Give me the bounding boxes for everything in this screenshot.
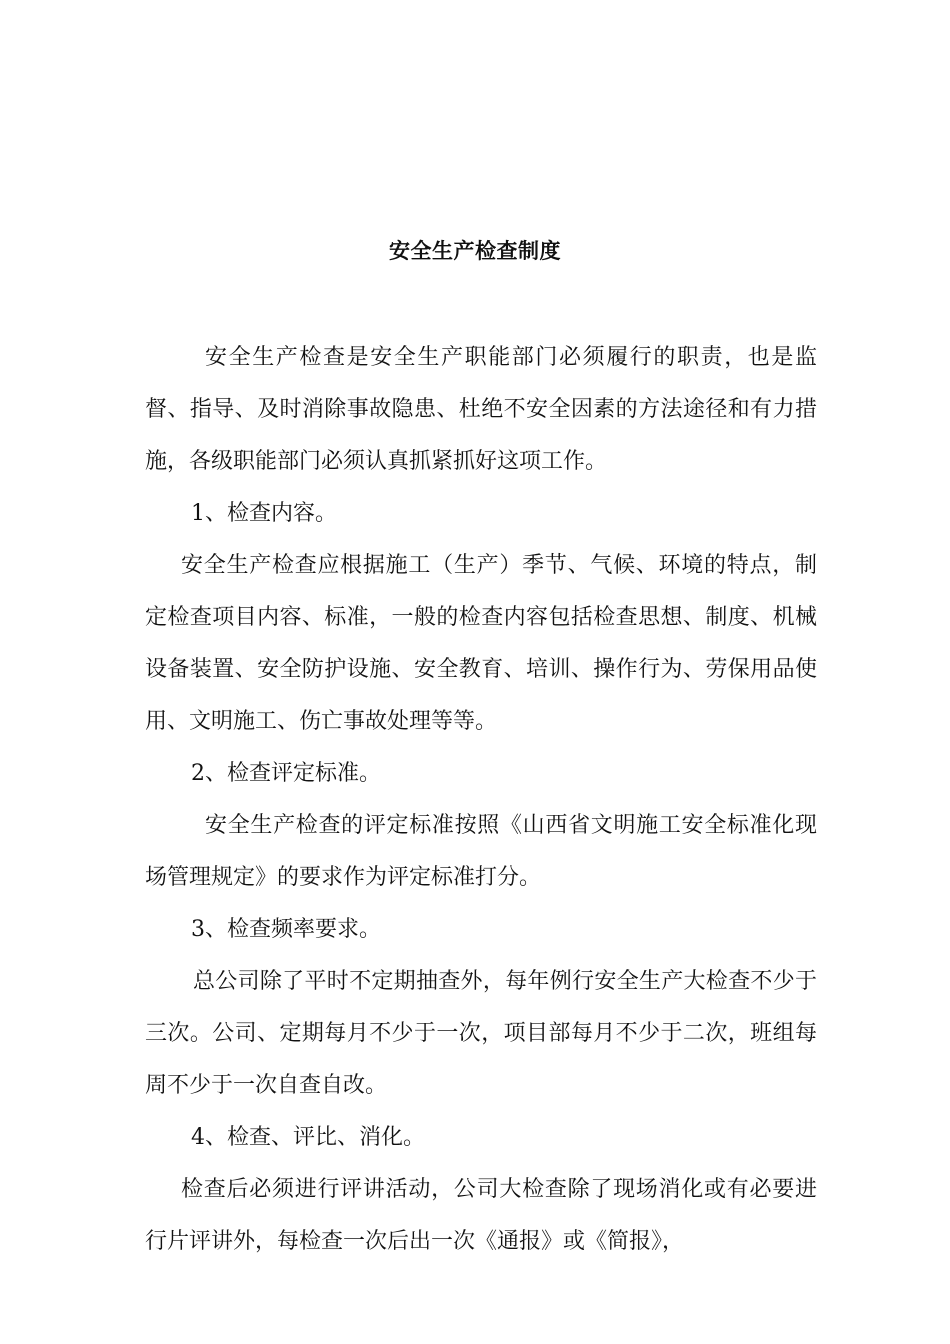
paragraph-section-3: 总公司除了平时不定期抽查外，每年例行安全生产大检查不少于三次。公司、定期每月不少于一次，项目部每月不少于二次，班组每周不少于一次自查自改。 (145, 969, 817, 1098)
paragraph-section-2: 安全生产检查的评定标准按照《山西省文明施工安全标准化现场管理规定》的要求作为评定标准打分。 (145, 813, 817, 890)
document-body (145, 332, 817, 1268)
document-title: 安全生产检查制度 (389, 238, 561, 263)
section-heading-1: 1、检查内容。 (191, 501, 337, 526)
paragraph-intro: 安全生产检查是安全生产职能部门必须履行的职责，也是监督、指导、及时消除事故隐患、杜绝不安全因素的方法途径和有力措施，各级职能部门必须认真抓紧抓好这项工作。 (145, 345, 817, 474)
section-heading-4: 4、检查、评比、消化。 (191, 1125, 425, 1150)
paragraph-section-4: 检查后必须进行评讲活动，公司大检查除了现场消化或有必要进行片评讲外，每检查一次后出一次《通报》或《简报》， (145, 1177, 817, 1254)
section-heading-3: 3、检查频率要求。 (191, 917, 381, 942)
paragraph-section-1: 安全生产检查应根据施工（生产）季节、气候、环境的特点，制定检查项目内容、标准，一般的检查内容包括检查思想、制度、机械设备装置、安全防护设施、安全教育、培训、操作行为、劳保用品使用、文明施工、伤亡事故处理等等。 (145, 553, 817, 734)
section-heading-2: 2、检查评定标准。 (191, 761, 381, 786)
